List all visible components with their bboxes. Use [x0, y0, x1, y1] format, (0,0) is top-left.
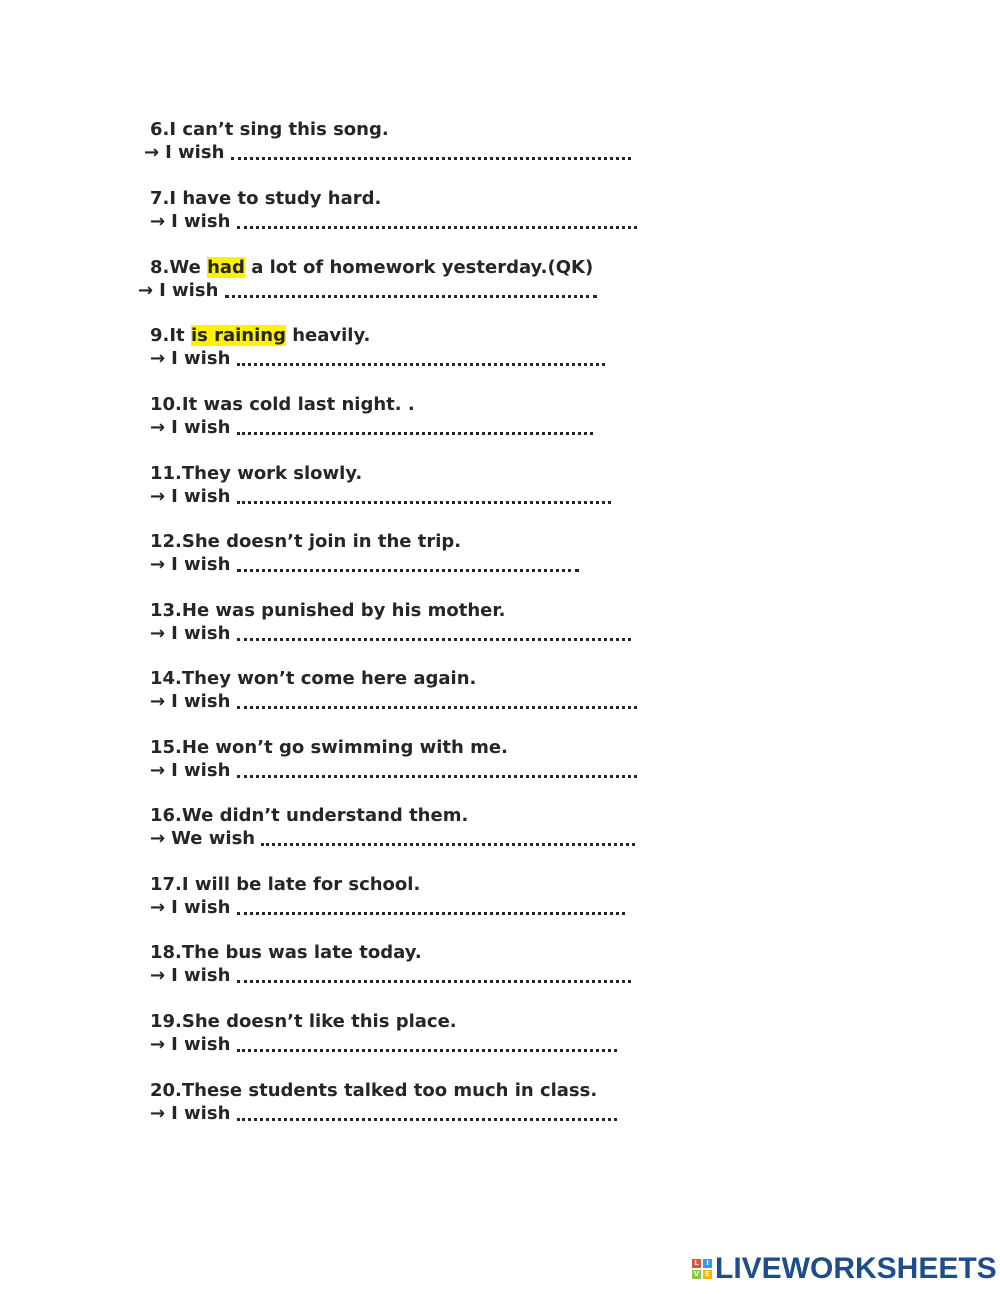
answer-blank — [237, 1102, 617, 1125]
answer-blank — [261, 827, 635, 850]
answer-line — [150, 896, 625, 919]
question-text: 13.He was punished by his mother. — [150, 600, 506, 621]
question-text: 19.She doesn’t like this place. — [150, 1011, 457, 1032]
exercise-item-10 — [150, 393, 593, 439]
arrow-icon: → — [150, 554, 166, 575]
answer-input-10[interactable] — [237, 417, 593, 439]
answer-prompt: I wish — [171, 417, 231, 438]
arrow-icon: → — [150, 760, 166, 781]
answer-prompt: I wish — [171, 211, 231, 232]
arrow-icon: → — [144, 142, 160, 163]
answer-blank — [225, 279, 597, 302]
arrow-icon: → — [150, 486, 166, 507]
answer-prompt: I wish — [171, 1103, 231, 1124]
liveworksheets-logo — [692, 1252, 997, 1286]
exercise-item-7 — [150, 187, 637, 233]
exercise-item-19 — [150, 1010, 617, 1056]
question-text: 11.They work slowly. — [150, 463, 363, 484]
answer-input-19[interactable] — [237, 1034, 617, 1056]
answer-prompt: I wish — [159, 280, 219, 301]
question-text: 6.I can’t sing this song. — [150, 119, 389, 140]
answer-blank — [237, 1033, 617, 1056]
arrow-icon: → — [150, 417, 166, 438]
question-text: 14.They won’t come here again. — [150, 668, 477, 689]
answer-input-7[interactable] — [237, 211, 637, 233]
arrow-icon: → — [150, 1103, 166, 1124]
answer-prompt: I wish — [171, 1034, 231, 1055]
answer-blank — [237, 690, 637, 713]
answer-line — [150, 759, 637, 782]
answer-prompt: I wish — [165, 142, 225, 163]
exercise-item-11 — [150, 462, 611, 508]
answer-input-15[interactable] — [237, 760, 637, 782]
answer-line — [150, 553, 579, 576]
answer-input-12[interactable] — [237, 554, 579, 576]
answer-prompt: I wish — [171, 554, 231, 575]
answer-input-13[interactable] — [237, 623, 631, 645]
exercise-item-13 — [150, 599, 631, 645]
answer-line — [150, 827, 635, 850]
exercise-item-6 — [144, 118, 631, 164]
answer-prompt: I wish — [171, 897, 231, 918]
arrow-icon: → — [150, 897, 166, 918]
arrow-icon: → — [150, 348, 166, 369]
question-text: 12.She doesn’t join in the trip. — [150, 531, 462, 552]
arrow-icon: → — [150, 623, 166, 644]
answer-input-6[interactable] — [231, 142, 631, 164]
answer-blank — [237, 553, 579, 576]
arrow-icon: → — [150, 965, 166, 986]
highlighted-verb: had — [207, 257, 245, 278]
answer-blank — [237, 759, 637, 782]
answer-prompt: I wish — [171, 965, 231, 986]
answer-blank — [237, 416, 593, 439]
arrow-icon: → — [150, 1034, 166, 1055]
arrow-icon: → — [138, 280, 154, 301]
exercise-item-14 — [150, 667, 637, 713]
question-text: 17.I will be late for school. — [150, 874, 421, 895]
question-text — [150, 256, 597, 279]
exercise-item-15 — [150, 736, 637, 782]
answer-input-20[interactable] — [237, 1103, 617, 1125]
question-part: 9.It — [150, 325, 191, 346]
question-text: 16.We didn’t understand them. — [150, 805, 469, 826]
question-text: 15.He won’t go swimming with me. — [150, 737, 508, 758]
logo-mark-letter: V — [693, 1270, 700, 1278]
logo-text: LIVEWORKSHEETS — [715, 1252, 997, 1285]
logo-mark-letter: L — [692, 1259, 701, 1268]
arrow-icon: → — [150, 691, 166, 712]
answer-line — [150, 690, 637, 713]
answer-line — [144, 141, 631, 164]
answer-input-17[interactable] — [237, 897, 625, 919]
answer-line — [150, 1102, 617, 1125]
question-text: 18.The bus was late today. — [150, 942, 422, 963]
exercise-item-18 — [150, 941, 631, 987]
answer-blank — [237, 622, 631, 645]
answer-prompt: I wish — [171, 691, 231, 712]
highlighted-verb: is raining — [190, 325, 286, 346]
question-part: a lot of homework yesterday.(QK) — [244, 257, 594, 278]
answer-blank — [231, 141, 631, 164]
answer-prompt: I wish — [171, 486, 231, 507]
question-text: 7.I have to study hard. — [150, 188, 382, 209]
logo-mark-letter: E — [703, 1270, 712, 1279]
answer-input-16[interactable] — [261, 828, 635, 850]
answer-prompt: We wish — [171, 828, 256, 849]
answer-input-11[interactable] — [237, 486, 611, 508]
answer-blank — [237, 964, 631, 987]
exercise-item-9 — [150, 324, 605, 370]
arrow-icon: → — [150, 828, 166, 849]
question-text: 20.These students talked too much in class. — [150, 1080, 598, 1101]
answer-prompt: I wish — [171, 348, 231, 369]
exercise-item-8 — [138, 256, 597, 302]
question-part: heavily. — [285, 325, 371, 346]
logo-mark-icon — [692, 1259, 712, 1279]
answer-blank — [237, 485, 611, 508]
answer-line — [150, 622, 631, 645]
question-part: 8.We — [150, 257, 208, 278]
exercise-item-20 — [150, 1079, 617, 1125]
question-text — [150, 324, 605, 347]
answer-line — [150, 485, 611, 508]
answer-line — [150, 964, 631, 987]
answer-line — [150, 416, 593, 439]
answer-line — [150, 1033, 617, 1056]
exercise-item-17 — [150, 873, 625, 919]
exercise-item-12 — [150, 530, 579, 576]
answer-input-18[interactable] — [237, 965, 631, 987]
arrow-icon: → — [150, 211, 166, 232]
answer-prompt: I wish — [171, 760, 231, 781]
answer-blank — [237, 210, 637, 233]
answer-blank — [237, 896, 625, 919]
answer-line — [150, 210, 637, 233]
answer-input-14[interactable] — [237, 691, 637, 713]
answer-blank — [237, 347, 605, 370]
answer-line — [138, 279, 597, 302]
exercise-item-16 — [150, 804, 635, 850]
answer-input-9[interactable] — [237, 348, 605, 370]
question-text: 10.It was cold last night. . — [150, 394, 415, 415]
logo-mark-letter: I — [703, 1259, 712, 1268]
answer-line — [150, 347, 605, 370]
answer-prompt: I wish — [171, 623, 231, 644]
answer-input-8[interactable] — [225, 280, 597, 302]
